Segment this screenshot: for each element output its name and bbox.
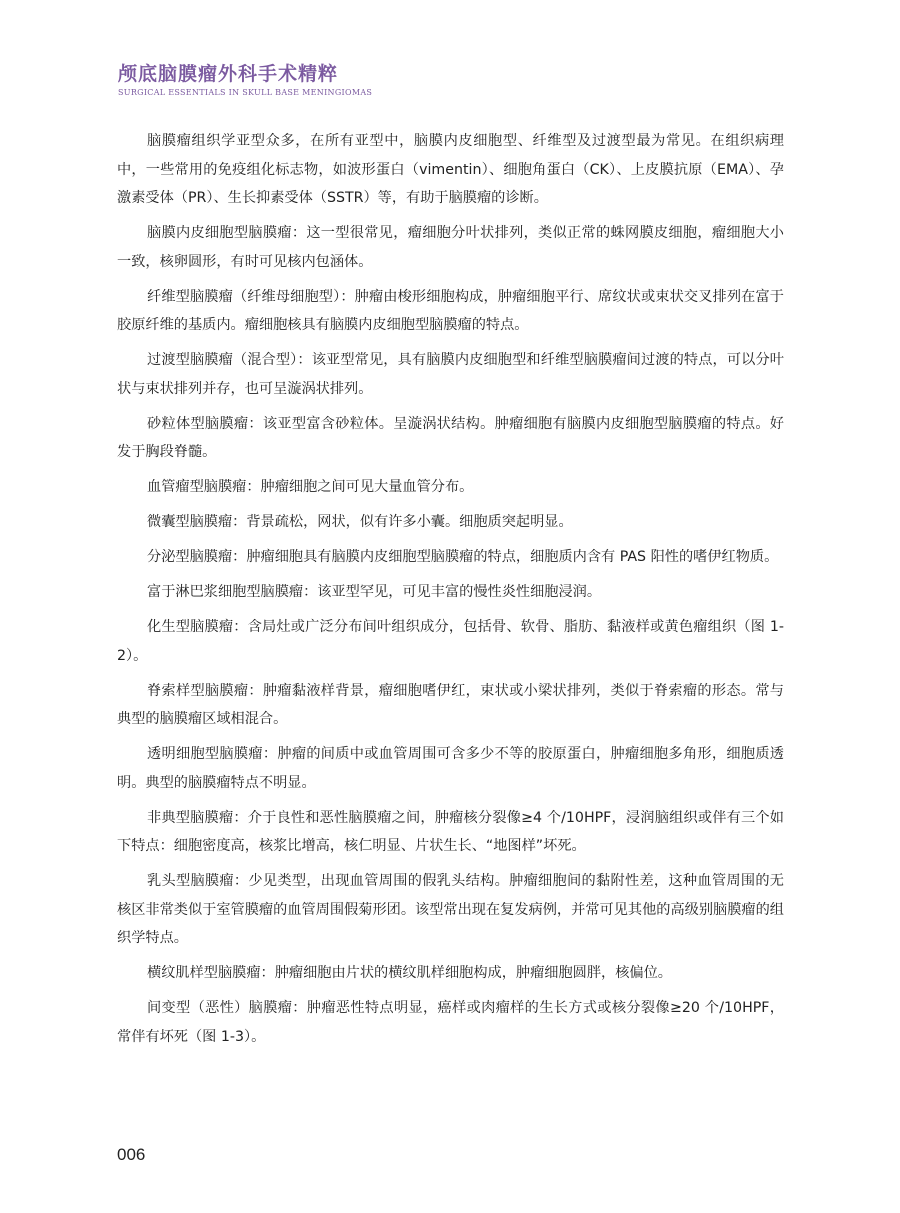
paragraph: 乳头型脑膜瘤：少见类型，出现血管周围的假乳头结构。肿瘤细胞间的黏附性差，这种血管周围的无核区非常类似于室管膜瘤的血管周围假菊形团。该型常出现在复发病例，并常可见其他的高级别脑膜瘤的组织学特点。 — [117, 873, 784, 946]
paragraph: 非典型脑膜瘤：介于良性和恶性脑膜瘤之间，肿瘤核分裂像≥4 个/10HPF，浸润脑组织或伴有三个如下特点：细胞密度高，核浆比增高，核仁明显、片状生长、“地图样”坏死。 — [117, 809, 784, 854]
paragraph: 横纹肌样型脑膜瘤：肿瘤细胞由片状的横纹肌样细胞构成，肿瘤细胞圆胖，核偏位。 — [147, 965, 672, 981]
paragraph: 血管瘤型脑膜瘤：肿瘤细胞之间可见大量血管分布。 — [147, 479, 474, 495]
page-number: 006 — [117, 1145, 146, 1164]
paragraph: 脑膜瘤组织学亚型众多，在所有亚型中，脑膜内皮细胞型、纤维型及过渡型最为常见。在组织病理中，一些常用的免疫组化标志物，如波形蛋白（vimentin）、细胞角蛋白（CK）、上皮膜抗原（EMA）、孕激素受体（PR）、生长抑素受体（SSTR）等，有助于脑膜瘤的诊断。 — [117, 133, 784, 206]
paragraph: 分泌型脑膜瘤：肿瘤细胞具有脑膜内皮细胞型脑膜瘤的特点，细胞质内含有 PAS 阳性的嗜伊红物质。 — [147, 549, 779, 565]
paragraph: 脑膜内皮细胞型脑膜瘤：这一型很常见，瘤细胞分叶状排列，类似正常的蛛网膜皮细胞，瘤细胞大小一致，核卵圆形，有时可见核内包涵体。 — [117, 225, 784, 270]
paragraph: 纤维型脑膜瘤（纤维母细胞型）：肿瘤由梭形细胞构成，肿瘤细胞平行、席纹状或束状交叉排列在富于胶原纤维的基质内。瘤细胞核具有脑膜内皮细胞型脑膜瘤的特点。 — [117, 288, 784, 333]
paragraph: 过渡型脑膜瘤（混合型）：该亚型常见，具有脑膜内皮细胞型和纤维型脑膜瘤间过渡的特点，可以分叶状与束状排列并存，也可呈漩涡状排列。 — [117, 352, 784, 397]
book-title: 颅底脑膜瘤外科手术精粹 — [118, 63, 339, 85]
paragraph: 脊索样型脑膜瘤：肿瘤黏液样背景，瘤细胞嗜伊红，束状或小梁状排列，类似于脊索瘤的形态。常与典型的脑膜瘤区域相混合。 — [117, 682, 784, 727]
running-header — [118, 62, 372, 97]
body-text — [117, 127, 784, 1058]
book-subtitle: SURGICAL ESSENTIALS IN SKULL BASE MENINGIOMAS — [118, 88, 373, 97]
paragraph: 间变型（恶性）脑膜瘤：肿瘤恶性特点明显，癌样或肉瘤样的生长方式或核分裂像≥20 个/10HPF，常伴有坏死（图 1-3）。 — [117, 1000, 784, 1045]
paragraph: 透明细胞型脑膜瘤：肿瘤的间质中或血管周围可含多少不等的胶原蛋白，肿瘤细胞多角形，细胞质透明。典型的脑膜瘤特点不明显。 — [117, 746, 784, 791]
paragraph: 微囊型脑膜瘤：背景疏松，网状，似有许多小囊。细胞质突起明显。 — [147, 514, 573, 530]
paragraph: 化生型脑膜瘤：含局灶或广泛分布间叶组织成分，包括骨、软骨、脂肪、黏液样或黄色瘤组织（图 1-2）。 — [117, 619, 784, 664]
paragraph: 富于淋巴浆细胞型脑膜瘤：该亚型罕见，可见丰富的慢性炎性细胞浸润。 — [147, 584, 602, 600]
paragraph: 砂粒体型脑膜瘤：该亚型富含砂粒体。呈漩涡状结构。肿瘤细胞有脑膜内皮细胞型脑膜瘤的特点。好发于胸段脊髓。 — [117, 415, 784, 460]
